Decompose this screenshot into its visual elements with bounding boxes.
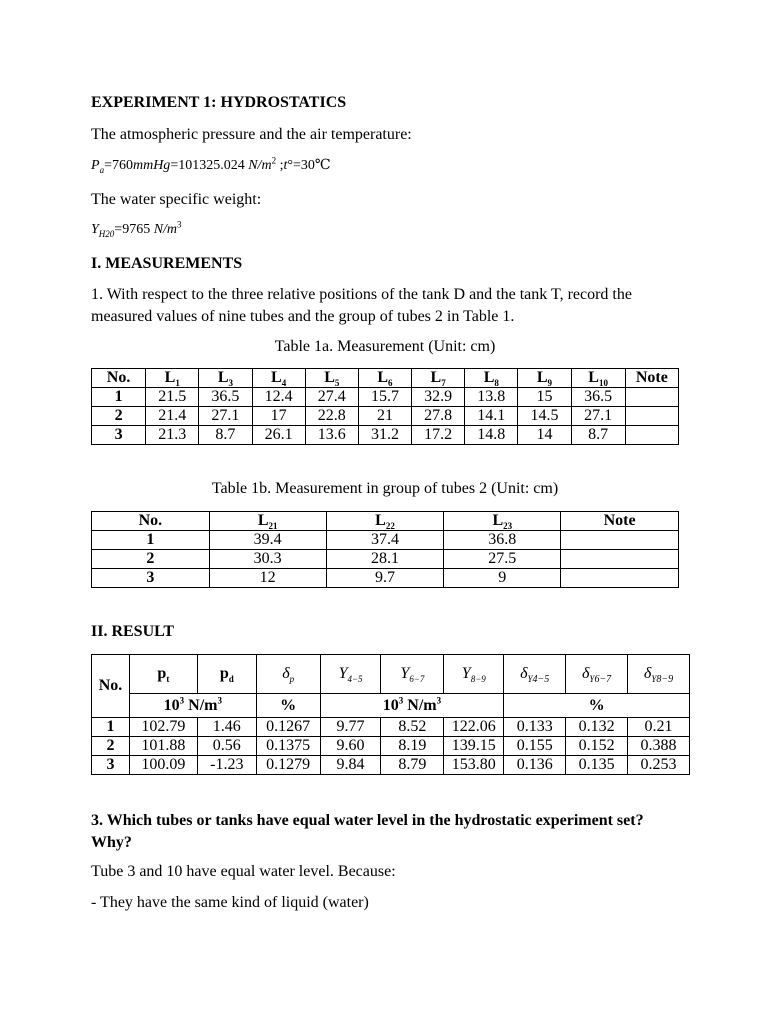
table1b-header-label: L — [492, 512, 504, 529]
table1a-header-label: L — [217, 369, 229, 386]
result-cell: 0.1375 — [256, 737, 320, 756]
table1a-cell: 13.6 — [305, 426, 358, 445]
table1b-cell — [561, 550, 679, 569]
result-h-delta-y67 — [566, 655, 628, 694]
result-h-y45-sub: 4−5 — [347, 674, 363, 685]
formula-t: t — [283, 158, 288, 173]
table1a-header-cell — [358, 369, 411, 388]
result-h-y67-sym: Y — [400, 665, 410, 682]
result-h-pd-sub: d — [228, 674, 234, 685]
table1b-header-cell — [444, 512, 561, 531]
table1a-header-label: L — [377, 369, 389, 386]
table1a-cell: 36.5 — [199, 388, 252, 407]
result-unit-weight-unit-exp: 3 — [436, 695, 442, 706]
result-cell: 139.15 — [444, 737, 504, 756]
table1b-cell: 12 — [209, 569, 326, 588]
table1b-header-cell — [92, 512, 210, 531]
table1b-header-subscript: 21 — [268, 521, 278, 532]
result-h-delta-y89-sym: δ — [643, 665, 652, 682]
table1a-header-subscript: 5 — [334, 378, 340, 389]
result-row — [92, 756, 690, 775]
answer-bullet-1: - They have the same kind of liquid (water) — [91, 894, 369, 911]
result-unit-weight-unit: N/m — [403, 696, 437, 714]
result-h-deltap-sub: p — [289, 674, 295, 685]
result-cell: 0.135 — [566, 756, 628, 775]
result-h-y89-sub: 8−9 — [470, 674, 486, 685]
result-cell: -1.23 — [197, 756, 256, 775]
table1a-header-cell — [465, 369, 518, 388]
question-3: 3. Which tubes or tanks have equal water level in the hydrostatic experiment set? Why? — [91, 812, 644, 851]
result-cell: 1.46 — [197, 718, 256, 737]
table1b-cell-no: 1 — [92, 531, 210, 550]
result-h-delta-y89 — [628, 655, 690, 694]
formula-mmhg: mmHg — [132, 158, 171, 173]
formula-atm — [91, 157, 331, 174]
result-cell: 0.133 — [504, 718, 566, 737]
table-1b — [91, 511, 679, 588]
table1a-header-subscript: 1 — [175, 378, 180, 389]
result-h-y89-sym: Y — [461, 665, 471, 682]
result-h-pt-sub: t — [166, 674, 170, 685]
result-h-pd-sym: p — [219, 665, 229, 682]
table1a-header-label: L — [536, 369, 548, 386]
table1a-cell: 31.2 — [358, 426, 411, 445]
result-cell: 0.1279 — [256, 756, 320, 775]
table1a-cell: 21 — [358, 407, 411, 426]
table1b-row — [92, 550, 679, 569]
table1a-cell: 15.7 — [358, 388, 411, 407]
result-cell: 0.136 — [504, 756, 566, 775]
formula-water — [91, 219, 182, 239]
formula2-unit: N/m — [153, 222, 178, 237]
result-h-delta-y89-y: Y — [651, 674, 657, 685]
result-h-pt-sym: p — [157, 665, 167, 682]
table1b-cell: 36.8 — [444, 531, 561, 550]
result-cell: 122.06 — [444, 718, 504, 737]
formula2-unit-exp: 3 — [177, 219, 182, 230]
result-unit-pressure-base: 10 — [163, 696, 180, 714]
table1a-header-subscript: 8 — [494, 378, 499, 389]
result-h-delta-y67-sub — [589, 674, 611, 684]
table1b-cell: 28.1 — [326, 550, 444, 569]
table1a-header-label: L — [164, 369, 176, 386]
formula-pa-sub: a — [99, 164, 105, 175]
result-cell: 102.79 — [129, 718, 197, 737]
result-h-delta-y67-y: Y — [589, 674, 595, 685]
result-h-delta-y67-idx: 6−7 — [594, 674, 612, 686]
result-cell: 0.56 — [197, 737, 256, 756]
result-cell-no: 3 — [92, 756, 130, 775]
result-h-delta-y45-idx: 4−5 — [532, 674, 550, 686]
result-cell: 0.152 — [566, 737, 628, 756]
table1b-caption: Table 1b. Measurement in group of tubes 2 (Unit: cm) — [211, 480, 559, 497]
formula2-rest: =9765 — [114, 222, 154, 237]
result-cell-no: 1 — [92, 718, 130, 737]
table1a-cell: 17.2 — [412, 426, 465, 445]
result-h-y67 — [381, 655, 444, 694]
table1b-cell: 27.5 — [444, 550, 561, 569]
table1a-header-subscript: 3 — [228, 378, 234, 389]
table1a-header-cell — [305, 369, 358, 388]
result-h-delta-y89-idx: 8−9 — [656, 674, 674, 686]
formula-part-c: ; — [276, 158, 284, 173]
formula-pa: P — [91, 158, 100, 173]
table1a-cell: 21.5 — [146, 388, 199, 407]
result-cell: 0.1267 — [256, 718, 320, 737]
result-cell: 8.19 — [381, 737, 444, 756]
table1b-header-subscript: 22 — [385, 521, 395, 532]
result-h-y45-sym: Y — [338, 665, 348, 682]
result-cell: 100.09 — [129, 756, 197, 775]
table1a-cell: 27.1 — [199, 407, 252, 426]
table1a-header-subscript: 7 — [441, 378, 446, 389]
table1a-row — [92, 426, 679, 445]
table1a-header-subscript: 9 — [547, 378, 553, 389]
table1a-cell-no: 1 — [92, 388, 146, 407]
table1b-cell: 9 — [444, 569, 561, 588]
result-cell: 9.84 — [320, 756, 381, 775]
table1b-header-subscript: 23 — [503, 521, 513, 532]
result-h-delta-y45-sym: δ — [520, 665, 528, 682]
result-cell: 0.132 — [566, 718, 628, 737]
table1a-cell — [625, 426, 678, 445]
table-result — [91, 654, 690, 775]
table1a-cell: 14.1 — [465, 407, 518, 426]
table1a-cell: 8.7 — [571, 426, 625, 445]
result-h-no: No. — [92, 655, 130, 718]
result-units-row — [92, 694, 690, 718]
table1b-cell: 30.3 — [209, 550, 326, 569]
result-h-delta-y45-sub — [528, 674, 550, 684]
result-cell: 0.21 — [628, 718, 690, 737]
result-cell: 0.155 — [504, 737, 566, 756]
table1a-cell: 14.8 — [465, 426, 518, 445]
table1a-cell — [625, 388, 678, 407]
table1a-header-cell — [252, 369, 305, 388]
result-h-y67-sub: 6−7 — [409, 674, 425, 685]
table1b-header-label: No. — [138, 512, 163, 529]
result-h-deltap — [256, 655, 320, 694]
table1a-header-label: L — [430, 369, 442, 386]
result-cell: 8.79 — [381, 756, 444, 775]
result-h-y89 — [444, 655, 504, 694]
section-result: II. RESULT — [91, 623, 175, 640]
result-cell: 0.253 — [628, 756, 690, 775]
table1a-caption: Table 1a. Measurement (Unit: cm) — [274, 338, 496, 355]
result-unit-pressure — [129, 694, 256, 718]
table1b-cell: 37.4 — [326, 531, 444, 550]
table1a-cell: 27.4 — [305, 388, 358, 407]
result-cell: 0.388 — [628, 737, 690, 756]
atm-text: The atmospheric pressure and the air temperature: — [91, 126, 412, 143]
table1a-header-cell — [412, 369, 465, 388]
page-title: EXPERIMENT 1: HYDROSTATICS — [91, 94, 347, 111]
table1a-cell: 36.5 — [571, 388, 625, 407]
table1a-cell: 32.9 — [412, 388, 465, 407]
water-text: The water specific weight: — [91, 191, 262, 208]
result-row — [92, 737, 690, 756]
table1a-cell: 13.8 — [465, 388, 518, 407]
table1a-cell: 17 — [252, 407, 305, 426]
table1a-header-cell — [571, 369, 625, 388]
table1a-cell: 21.4 — [146, 407, 199, 426]
result-unit-pressure-unit-exp: 3 — [217, 695, 222, 706]
result-cell: 9.77 — [320, 718, 381, 737]
result-h-y45 — [320, 655, 381, 694]
formula-unit: N/m — [248, 158, 272, 173]
result-unit-weight-base: 10 — [382, 696, 399, 714]
table1a-header-cell — [92, 369, 146, 388]
answer-3: Tube 3 and 10 have equal water level. Because: — [91, 863, 396, 880]
table1b-header-cell — [209, 512, 326, 531]
result-h-delta-y45-y: Y — [527, 674, 533, 685]
formula-part-b: =101325.024 — [170, 158, 249, 173]
table1a-cell: 27.8 — [412, 407, 465, 426]
table1a-cell: 21.3 — [146, 426, 199, 445]
result-cell: 153.80 — [444, 756, 504, 775]
formula2-gamma: Y — [91, 222, 99, 237]
formula-part-d: °=30℃ — [287, 158, 331, 173]
result-unit-percent-y: % — [504, 694, 690, 718]
result-header-row — [92, 655, 690, 694]
table1a-header-subscript: 10 — [598, 378, 608, 389]
table1a-cell: 15 — [518, 388, 571, 407]
table1a-row — [92, 388, 679, 407]
table1b-row — [92, 531, 679, 550]
result-h-pt — [129, 655, 197, 694]
table1b-cell: 39.4 — [209, 531, 326, 550]
table1b-cell-no: 2 — [92, 550, 210, 569]
table1a-cell: 12.4 — [252, 388, 305, 407]
table1a-cell: 14.5 — [518, 407, 571, 426]
table1b-row — [92, 569, 679, 588]
table1a-header-label: L — [271, 369, 282, 386]
table1a-header-subscript: 6 — [388, 378, 393, 389]
table1b-header-label: L — [257, 512, 269, 529]
result-unit-weight — [320, 694, 504, 718]
table1a-header-cell — [518, 369, 571, 388]
table1a-cell: 26.1 — [252, 426, 305, 445]
result-cell-no: 2 — [92, 737, 130, 756]
table1a-header-row — [92, 369, 679, 388]
result-unit-percent-p: % — [256, 694, 320, 718]
table1b-cell: 9.7 — [326, 569, 444, 588]
table1b-cell — [561, 569, 679, 588]
table1a-header-label: No. — [106, 369, 131, 386]
result-cell: 9.60 — [320, 737, 381, 756]
table1b-header-cell — [326, 512, 444, 531]
table-1a — [91, 368, 679, 445]
table1a-header-label: L — [483, 369, 495, 386]
paragraph-instructions: 1. With respect to the three relative positions of the tank D and the tank T, record the measured values of nine tubes and the group of tubes 2 in Table 1. — [91, 286, 632, 325]
result-h-delta-y45 — [504, 655, 566, 694]
table1b-header-label: L — [375, 512, 386, 529]
result-h-delta-y89-sub — [651, 674, 673, 684]
result-cell: 101.88 — [129, 737, 197, 756]
table1a-cell: 22.8 — [305, 407, 358, 426]
table1a-header-cell — [625, 369, 678, 388]
result-unit-pressure-unit: N/m — [184, 696, 218, 714]
table1b-cell — [561, 531, 679, 550]
result-unit-weight-exp: 3 — [398, 695, 404, 706]
table1a-cell: 8.7 — [199, 426, 252, 445]
table1a-cell — [625, 407, 678, 426]
table1a-cell-no: 3 — [92, 426, 146, 445]
table1a-header-label: L — [588, 369, 599, 386]
table1b-header-row — [92, 512, 679, 531]
result-cell: 8.52 — [381, 718, 444, 737]
table1a-header-subscript: 4 — [281, 378, 287, 389]
formula-unit-exp: 2 — [271, 155, 277, 166]
result-row — [92, 718, 690, 737]
table1a-cell-no: 2 — [92, 407, 146, 426]
table1a-header-label: L — [324, 369, 335, 386]
formula2-sub: H20 — [98, 228, 115, 239]
table1a-header-label: Note — [635, 369, 668, 386]
result-h-deltap-sym: δ — [282, 665, 290, 682]
table1b-header-label: Note — [603, 512, 636, 529]
result-h-pd — [197, 655, 256, 694]
table1b-header-cell — [561, 512, 679, 531]
table1a-row — [92, 407, 679, 426]
result-unit-pressure-exp: 3 — [179, 695, 185, 706]
table1b-cell-no: 3 — [92, 569, 210, 588]
table1a-cell: 27.1 — [571, 407, 625, 426]
table1a-header-cell — [199, 369, 252, 388]
result-h-delta-y67-sym: δ — [581, 665, 590, 682]
table1a-header-cell — [146, 369, 199, 388]
section-measurements: I. MEASUREMENTS — [91, 255, 243, 272]
formula-part-a: =760 — [104, 158, 133, 173]
table1a-cell: 14 — [518, 426, 571, 445]
